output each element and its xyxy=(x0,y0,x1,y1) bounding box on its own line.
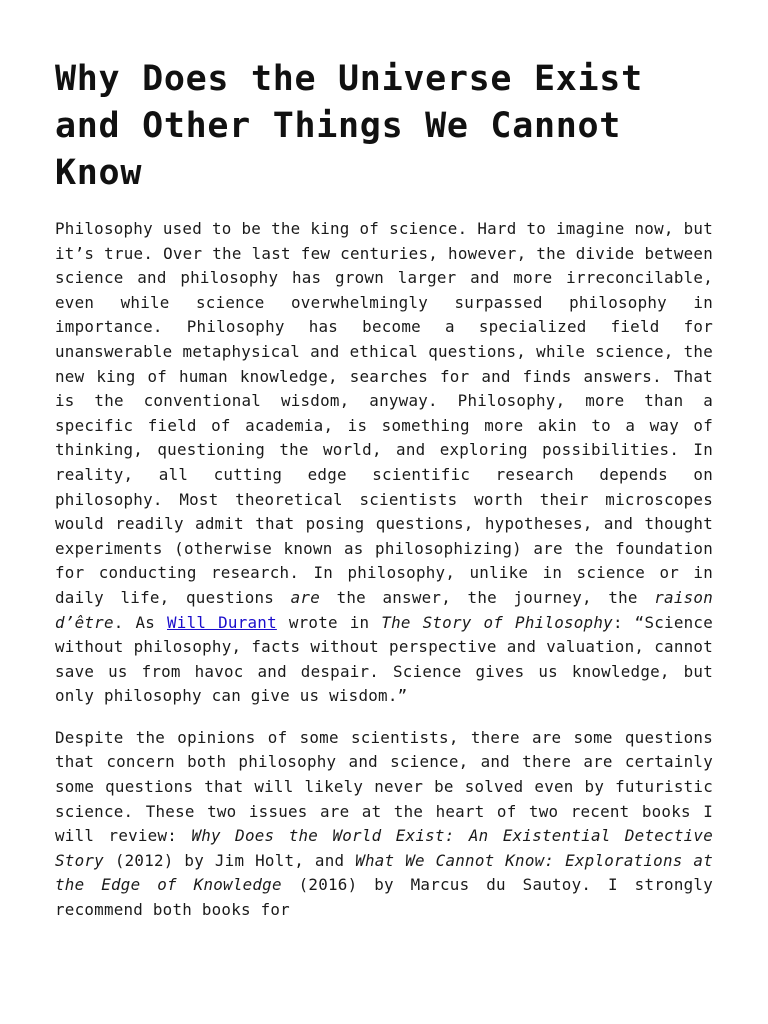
paragraph-2-text-3: (2016) by Marcus du Sautoy. I strongly recommend both books for xyxy=(55,875,713,920)
paragraph-1-text-1: Philosophy used to be the king of science. Hard to imagine now, but it’s true. Over the last few centuries, however, the divide between science and philosophy has grown larger and more irreconcilable, even while science overwhelmingly surpassed philosophy in importance. Philosophy has become a specialized field for unanswerable metaphysical and ethical questions, while science, the new king of human knowledge, searches for and finds answers. That is the conventional wisdom, anyway. Philosophy, more than a specific field of academia, is something more akin to a way of thinking, questioning the world, and exploring possibilities. In reality, all cutting edge scientific research depends on philosophy. Most theoretical scientists worth their microscopes would readily admit that posing questions, hypotheses, and thought experiments (otherwise known as philosophizing) are the foundation for conducting research. In philosophy, unlike in science or in daily life, questions xyxy=(55,219,713,607)
article-title: Why Does the Universe Exist and Other Things We Cannot Know xyxy=(55,59,643,193)
will-durant-link[interactable]: Will Durant xyxy=(167,612,277,632)
paragraph-1-text-3: . As xyxy=(113,612,168,632)
paragraph-1-italic-are: are xyxy=(290,587,321,607)
paragraph-2-italic-book-holt: Why Does the World Exist: An Existential Detective Story xyxy=(55,826,713,870)
paragraph-2 xyxy=(55,726,713,923)
paragraph-1-text-4: wrote in xyxy=(276,612,382,632)
article xyxy=(55,56,713,940)
paragraph-1-italic-raison: raison d’être xyxy=(55,587,713,632)
paragraph-2-text-1: Despite the opinions of some scientists, there are some questions that concern both philosophy and science, and there are certainly some questions that will likely never be solved even by futuristic science. These two issues are at the heart of two recent books I will review: xyxy=(55,727,713,846)
paragraph-2-italic-book-sautoy: What We Cannot Know: Explorations at the Edge of Knowledge xyxy=(55,850,714,895)
paragraph-1-text-5: : “Science without philosophy, facts without perspective and valuation, cannot save us from havoc and despair. Science gives us knowledge, but only philosophy can give us wisdom.” xyxy=(55,612,713,706)
paragraph-2-text-2: (2012) by Jim Holt, and xyxy=(103,850,356,870)
paragraph-1 xyxy=(55,217,713,709)
paragraph-1-text-2: the answer, the journey, the xyxy=(320,587,655,607)
paragraph-1-italic-book-title: The Story of Philosophy xyxy=(381,612,613,632)
